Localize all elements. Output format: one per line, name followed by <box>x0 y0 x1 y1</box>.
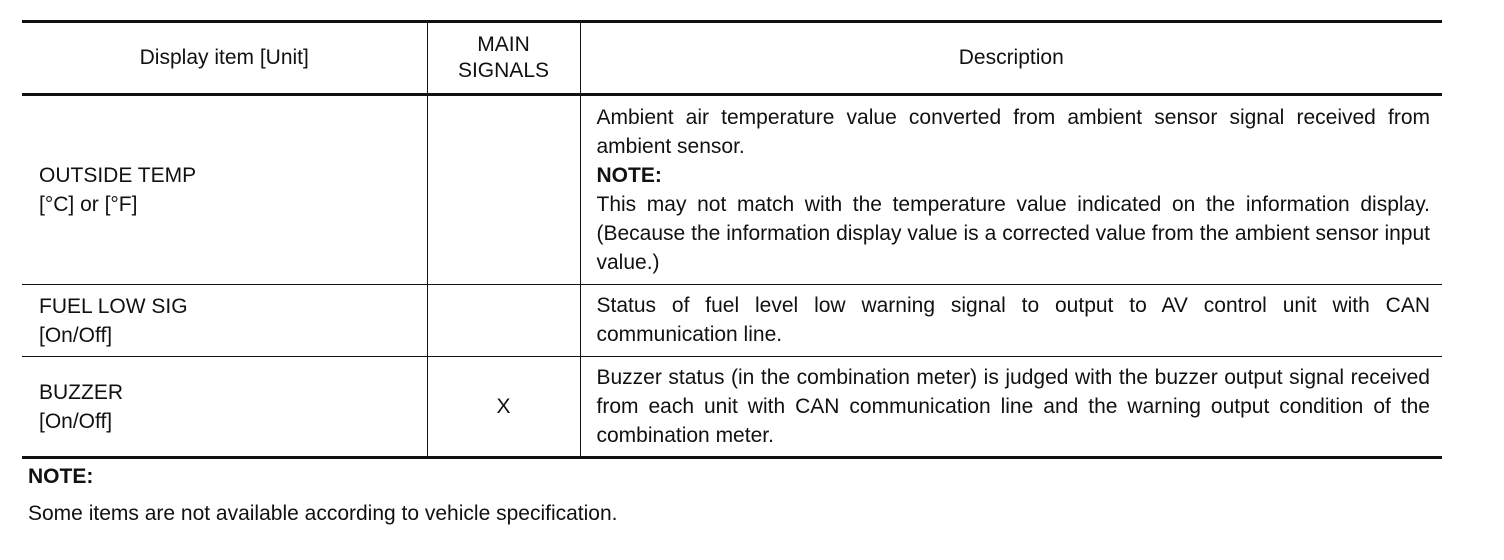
header-display-item: Display item [Unit] <box>22 22 427 95</box>
table-row <box>22 285 1442 357</box>
item-name: FUEL LOW SIG <box>39 294 188 318</box>
description-text: Status of fuel level low warning signal to output to AV control unit with CAN communication line. <box>596 294 1430 346</box>
table-row <box>22 95 1442 285</box>
item-unit: [°C] or [°F] <box>39 193 138 216</box>
item-name: OUTSIDE TEMP <box>39 164 197 187</box>
header-main-signals: MAIN SIGNALS <box>427 22 580 95</box>
description-cell <box>580 95 1442 285</box>
item-unit: [On/Off] <box>39 409 113 433</box>
description-text: Buzzer status (in the combination meter) is judged with the buzzer output signal received from each unit with CAN communication line and the warning output condition of the combination meter. <box>596 365 1430 447</box>
description-cell <box>580 285 1442 357</box>
item-unit: [On/Off] <box>39 323 113 347</box>
description-text: Ambient air temperature value converted from ambient sensor signal received from ambient sensor. <box>596 105 1430 158</box>
header-row <box>22 22 1442 95</box>
note-label: NOTE: <box>596 163 662 187</box>
note-text: This may not match with the temperature value indicated on the information display. (Because the information display value is a corrected value from the ambient sensor input value.) <box>596 192 1430 274</box>
item-cell <box>22 285 427 357</box>
description-cell <box>580 357 1442 458</box>
footnote-text: Some items are not available according to vehicle specification. <box>28 502 618 525</box>
table-body <box>22 95 1442 458</box>
display-item-table <box>22 20 1442 459</box>
main-signal-cell <box>427 285 580 357</box>
table-header <box>22 22 1442 95</box>
main-signal-cell <box>427 95 580 285</box>
main-signal-cell: X <box>427 357 580 458</box>
footnote-label: NOTE: <box>28 465 94 488</box>
footnote <box>28 462 617 529</box>
header-description: Description <box>580 22 1442 95</box>
item-cell <box>22 357 427 458</box>
item-name: BUZZER <box>39 380 123 404</box>
item-cell <box>22 95 427 285</box>
table-row <box>22 357 1442 458</box>
